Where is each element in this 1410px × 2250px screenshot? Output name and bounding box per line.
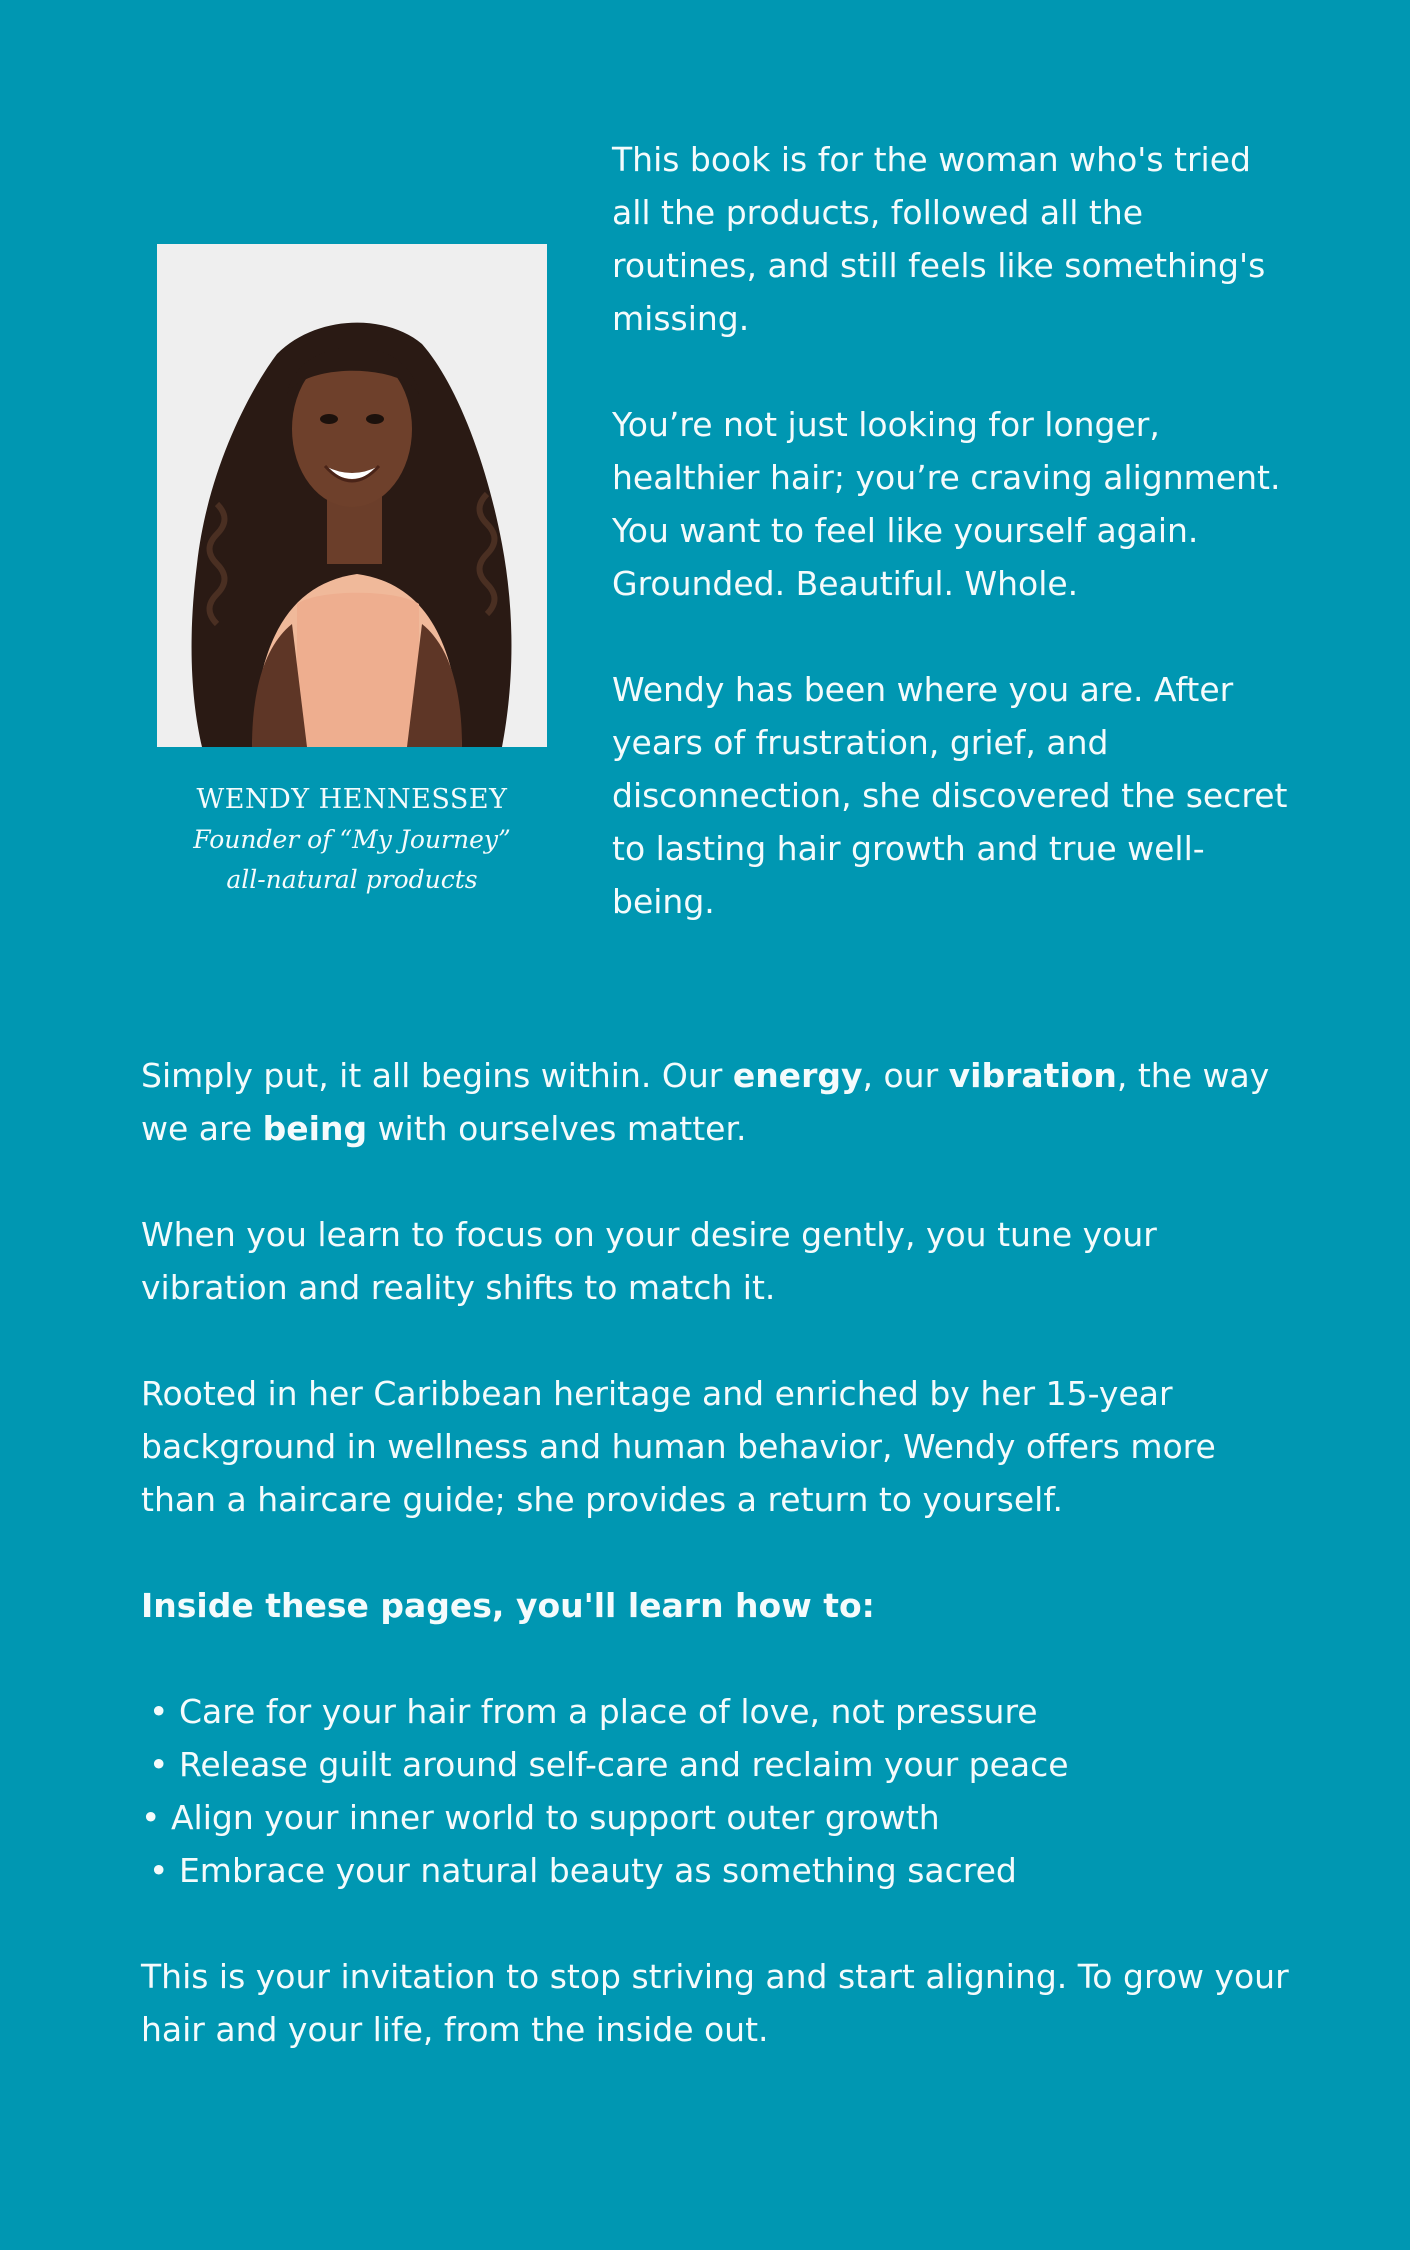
body-text — [141, 1049, 1291, 2109]
author-role-line-2: all-natural products — [226, 865, 478, 894]
list-item: • Care for your hair from a place of love, not pressure — [149, 1692, 1038, 1731]
body-paragraph-2: When you learn to focus on your desire gently, you tune your vibration and reality shifts to match it. — [141, 1215, 1157, 1307]
author-name: WENDY HENNESSEY — [196, 784, 508, 815]
body-paragraph-1 — [141, 1049, 1291, 1155]
list-item: • Release guilt around self-care and reclaim your peace — [149, 1745, 1069, 1784]
author-portrait-image — [157, 244, 547, 747]
author-caption — [157, 780, 547, 900]
body-p1-text-c: , the way we are — [141, 1056, 1270, 1148]
list-item: • Align your inner world to support outer growth — [141, 1798, 940, 1837]
emphasis-energy: energy — [732, 1056, 863, 1095]
intro-paragraph-1: This book is for the woman who's tried all the products, followed all the routines, and still feels like something's missing. — [612, 140, 1266, 338]
author-photo — [157, 244, 547, 747]
body-p1-text-b: , our — [862, 1056, 949, 1095]
closing-paragraph: This is your invitation to stop striving and start aligning. To grow your hair and your life, from the inside out. — [141, 1957, 1289, 2049]
body-p1-text-a: Simply put, it all begins within. Our — [141, 1056, 733, 1095]
author-role-line-1: Founder of “My Journey” — [193, 825, 511, 854]
emphasis-vibration: vibration — [948, 1056, 1117, 1095]
intro-paragraph-2: You’re not just looking for longer, healthier hair; you’re craving alignment. You want to feel like yourself again. Grounded. Beautiful. Whole. — [612, 405, 1281, 603]
body-paragraph-3: Rooted in her Caribbean heritage and enriched by her 15-year background in wellness and human behavior, Wendy offers more than a haircare guide; she provides a return to yourself. — [141, 1374, 1216, 1519]
learn-list — [141, 1685, 1291, 1897]
list-item: • Embrace your natural beauty as something sacred — [149, 1851, 1017, 1890]
intro-paragraph-3: Wendy has been where you are. After years of frustration, grief, and disconnection, she discovered the secret to lasting hair growth and true well-being. — [612, 670, 1288, 921]
intro-column — [612, 133, 1292, 981]
body-p1-text-d: with ourselves matter. — [367, 1109, 747, 1148]
emphasis-being: being — [262, 1109, 368, 1148]
learn-heading: Inside these pages, you'll learn how to: — [141, 1586, 875, 1625]
